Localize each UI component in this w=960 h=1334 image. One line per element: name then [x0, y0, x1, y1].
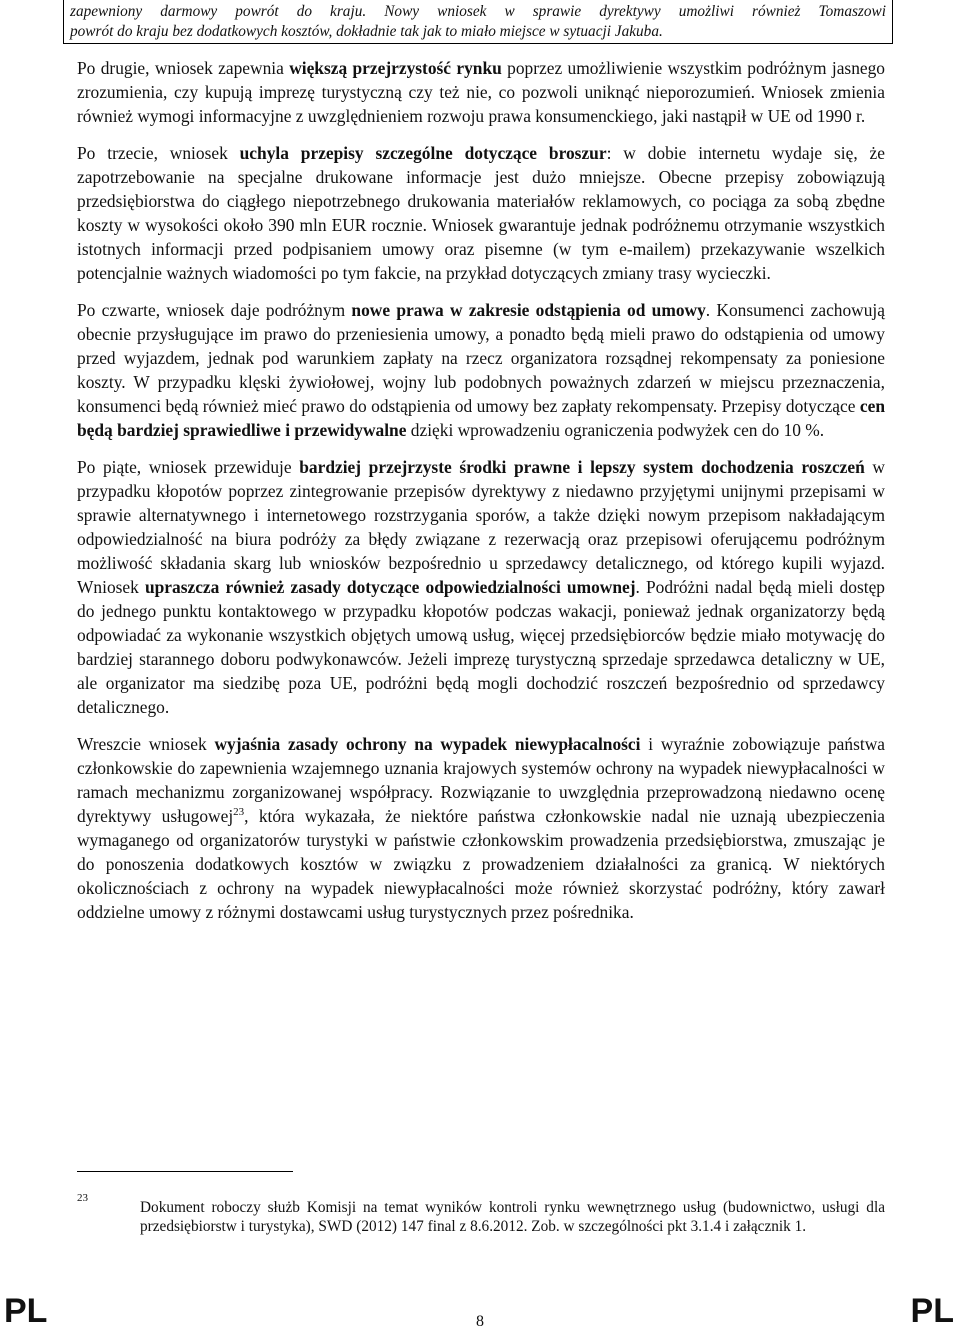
- paragraph-fifth-point: [77, 455, 885, 719]
- text: w przypadku kłopotów poprzez zintegrowanie przepisów dyrektywy z niedawno przyjętymi unijnymi przepisami w sprawie alternatywnego i internetowego rozstrzygania sporów, a także dzięki nowym przepisom nakładającym odpowiedzialność na biura podróży za błędy związane z rezerwacją oraz przepisowi oferującemu podróżnym możliwość składania skarg lub wniosków bezpośrednio u sprzedawcy detalicznego, od którego kupili wyjazd. Wniosek: [77, 457, 885, 597]
- text: Po trzecie, wniosek: [77, 143, 240, 163]
- bold-text: uchyla przepisy szczególne dotyczące broszur: [239, 143, 607, 163]
- text: : w dobie internetu wydaje się, że zapotrzebowanie na specjalne drukowane informacje jest dużo mniejsze. Obecne przepisy zobowiązują przedsiębiorstwa do ciągłego niepotrzebnego drukowania materiałów reklamowych, co pociąga za sobą zbędne koszty w wysokości około 390 mln EUR rocznie. Wniosek gwarantuje jednak podróżnemu otrzymanie wszystkich istotnych informacji przed podpisaniem umowy oraz pisemne (w tym e-mailem) przekazywanie wszelkich potencjalnie ważnych wiadomości po tym fakcie, na przykład dotyczących zmiany trasy wycieczki.: [77, 143, 885, 283]
- page-number: 8: [476, 1313, 484, 1330]
- bold-text: bardziej przejrzyste środki prawne i lepszy system dochodzenia roszczeń: [299, 457, 865, 477]
- text: . Konsumenci zachowują obecnie przysługujące im prawo do przeniesienia umowy, a ponadto będą mieli prawo do odstąpienia od umowy przed wyjazdem, jednak pod warunkiem zapłaty na rzecz organizatora rozsądnej rekompensaty za poniesione koszty. W przypadku klęski żywiołowej, wojny lub podobnych poważnych zdarzeń w miejscu przeznaczenia, konsumenci będą również mieć prawo do odstąpienia od umowy bez zapłaty rekompensaty. Przepisy dotyczące: [77, 300, 885, 416]
- text: poprzez umożliwienie wszystkim podróżnym jasnego zrozumienia, czy kupują imprezę turystyczną czy też nie, co pozwoli uniknąć nieporozumień. Wniosek zmienia również wymogi informacyjne z uwzględnieniem rozwoju prawa konsumenckiego, jaki nastąpił w UE od 1990 r.: [77, 58, 885, 126]
- paragraph-finally: [77, 732, 885, 924]
- header-note-line-2: powrót do kraju bez dodatkowych kosztów, dokładnie tak jak to miało miejsce w sytuacji Jakuba.: [70, 23, 663, 40]
- bold-text: nowe prawa w zakresie odstąpienia od umowy: [351, 300, 706, 320]
- footnote-number: 23: [77, 1192, 88, 1204]
- bold-text: upraszcza również zasady dotyczące odpowiedzialności umownej: [144, 577, 636, 597]
- text: i wyraźnie zobowiązuje państwa członkowskie do zapewnienia wzajemnego uznania krajowych systemów ochrony na wypadek niewypłacalności w ramach mechanizmu zorganizowanej współpracy. Rozwiązanie to uwzględnia przeprowadzoną niedawno ocenę dyrektywy usługowej: [77, 734, 885, 826]
- bold-text: większą przejrzystość rynku: [289, 58, 502, 78]
- text: dzięki wprowadzeniu ograniczenia podwyżek cen do 10 %.: [406, 420, 825, 440]
- header-note-line-1: zapewniony darmowy powrót do kraju. Nowy wniosek w sprawie dyrektywy umożliwi również Tomaszowi: [70, 3, 886, 20]
- header-note-box: [63, 0, 893, 44]
- language-code-left: PL: [4, 1292, 48, 1330]
- text: . Podróżni nadal będą mieli dostęp do jednego punktu kontaktowego w przypadku kłopotów podczas wakacji, ponieważ jednak organizatorzy będą odpowiadać za wykonanie wszystkich objętych umową usług, więcej przedsiębiorców będzie miało motywację do bardziej starannego doboru podwykonawców. Jeżeli imprezę turystyczną sprzedaje sprzedawca detaliczny w UE, ale organizator ma siedzibę poza UE, podróżni będą mogli dochodzić roszczeń bezpośrednio od sprzedawcy detalicznego.: [77, 577, 885, 717]
- language-code-right: PL: [910, 1292, 954, 1330]
- text: Po piąte, wniosek przewiduje: [77, 457, 300, 477]
- text: Po drugie, wniosek zapewnia: [77, 58, 290, 78]
- bold-text: wyjaśnia zasady ochrony na wypadek niewypłacalności: [214, 734, 641, 754]
- paragraph-third-point: [77, 141, 885, 285]
- paragraph-fourth-point: [77, 298, 885, 442]
- text: Po czwarte, wniosek daje podróżnym: [77, 300, 352, 320]
- bold-text: cen będą bardziej sprawiedliwe i przewidywalne: [77, 396, 885, 440]
- paragraph-second-point: [77, 56, 885, 128]
- footnote-reference[interactable]: 23: [233, 806, 245, 819]
- footnote-separator: [77, 1171, 293, 1172]
- text: , która wykazała, że niektóre państwa członkowskie nadal nie uznają ubezpieczenia wymaganego od organizatorów turystyki w państwie członkowskim prowadzenia przedsiębiorstwa, zmuszając je do ponoszenia dodatkowych kosztów w związku z prowadzeniem działalności za granicą. W niektórych okolicznościach z ochrony na wypadek niewypłacalności może również skorzystać podróżny, który zawarł oddzielne umowy z różnymi dostawcami usług turystycznych przez pośrednika.: [77, 806, 885, 922]
- footnote-text: Dokument roboczy służb Komisji na temat wyników kontroli rynku wewnętrznego usług (budownictwo, usługi dla przedsiębiorstw i turystyka), SWD (2012) 147 final z 8.6.2012. Zob. w szczególności pkt 3.1.4 i załącznik 1.: [140, 1199, 885, 1235]
- text: Wreszcie wniosek: [77, 734, 215, 754]
- document-body: [77, 56, 885, 937]
